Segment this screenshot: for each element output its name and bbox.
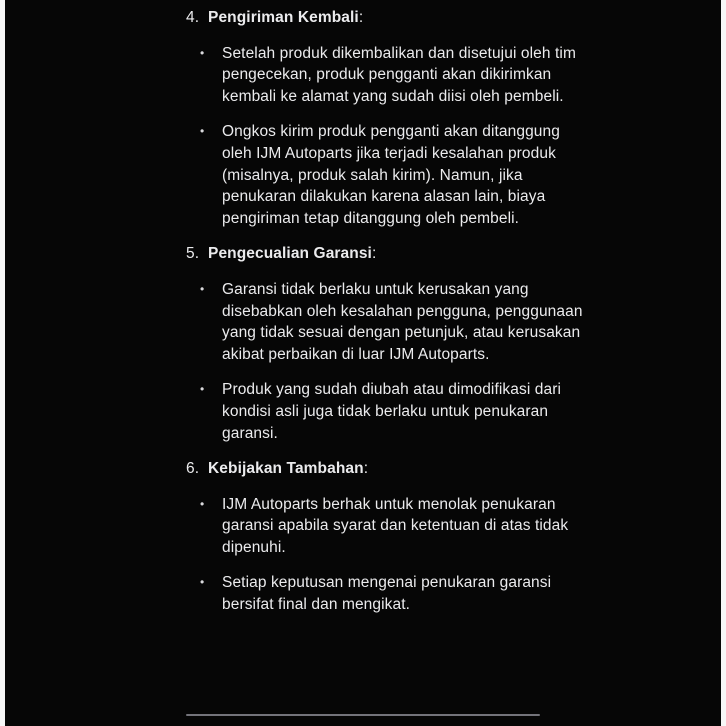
bullet-text: Garansi tidak berlaku untuk kerusakan yang disebabkan oleh kesalahan pengguna, penggunaan yang tidak sesuai dengan petunjuk, atau kerusakan akibat perbaikan di luar IJM Autoparts. — [222, 280, 583, 363]
numbered-section — [186, 7, 586, 229]
bullet-icon: • — [200, 281, 205, 296]
section-title: Pengecualian Garansi — [208, 245, 372, 263]
bullet-text: Setelah produk dikembalikan dan disetujui oleh tim pengecekan, produk pengganti akan dikirimkan kembali ke alamat yang sudah diisi oleh pembeli. — [222, 44, 576, 105]
bullet-icon: • — [200, 575, 205, 590]
section-title-suffix: : — [371, 245, 377, 263]
section-number: 4. — [186, 9, 200, 26]
section-title-suffix: : — [363, 460, 369, 478]
section-title: Pengiriman Kembali — [208, 9, 359, 26]
bullet-icon: • — [200, 124, 205, 139]
bullet-text: IJM Autoparts berhak untuk menolak penukaran garansi apabila syarat dan ketentuan di atas tidak dipenuhi. — [222, 495, 569, 556]
section-heading — [186, 458, 586, 480]
left-edge-strip — [0, 0, 5, 726]
numbered-section — [186, 458, 586, 616]
bottom-divider — [186, 714, 540, 716]
bullet-item — [186, 43, 586, 108]
section-number: 5. — [186, 245, 200, 263]
bullet-item — [186, 379, 586, 444]
section-number: 6. — [186, 460, 200, 478]
document-content — [186, 7, 586, 630]
bullet-item — [186, 279, 586, 365]
bullet-text: Produk yang sudah diubah atau dimodifikasi dari kondisi asli juga tidak berlaku untuk penukaran garansi. — [222, 381, 562, 442]
section-heading — [186, 243, 586, 265]
bullet-text: Setiap keputusan mengenai penukaran garansi bersifat final dan mengikat. — [222, 574, 552, 614]
bullet-item — [186, 121, 586, 229]
section-title: Kebijakan Tambahan — [208, 460, 364, 478]
bullet-text: Ongkos kirim produk pengganti akan ditanggung oleh IJM Autoparts jika terjadi kesalahan produk (misalnya, produk salah kirim). Namun, jika penukaran dilakukan karena alasan lain, biaya pengiriman tetap ditanggung oleh pembeli. — [222, 123, 560, 227]
bullet-icon: • — [200, 496, 205, 511]
bullet-icon: • — [200, 45, 205, 60]
bullet-icon: • — [200, 382, 205, 397]
section-title-wrap — [208, 7, 363, 29]
bullet-item — [186, 572, 586, 615]
section-title-suffix: : — [358, 9, 364, 26]
bullet-item — [186, 494, 586, 559]
section-title-wrap — [208, 458, 368, 480]
section-title-wrap — [208, 243, 376, 265]
numbered-section — [186, 243, 586, 444]
section-heading — [186, 7, 586, 29]
right-edge-strip — [721, 0, 726, 726]
